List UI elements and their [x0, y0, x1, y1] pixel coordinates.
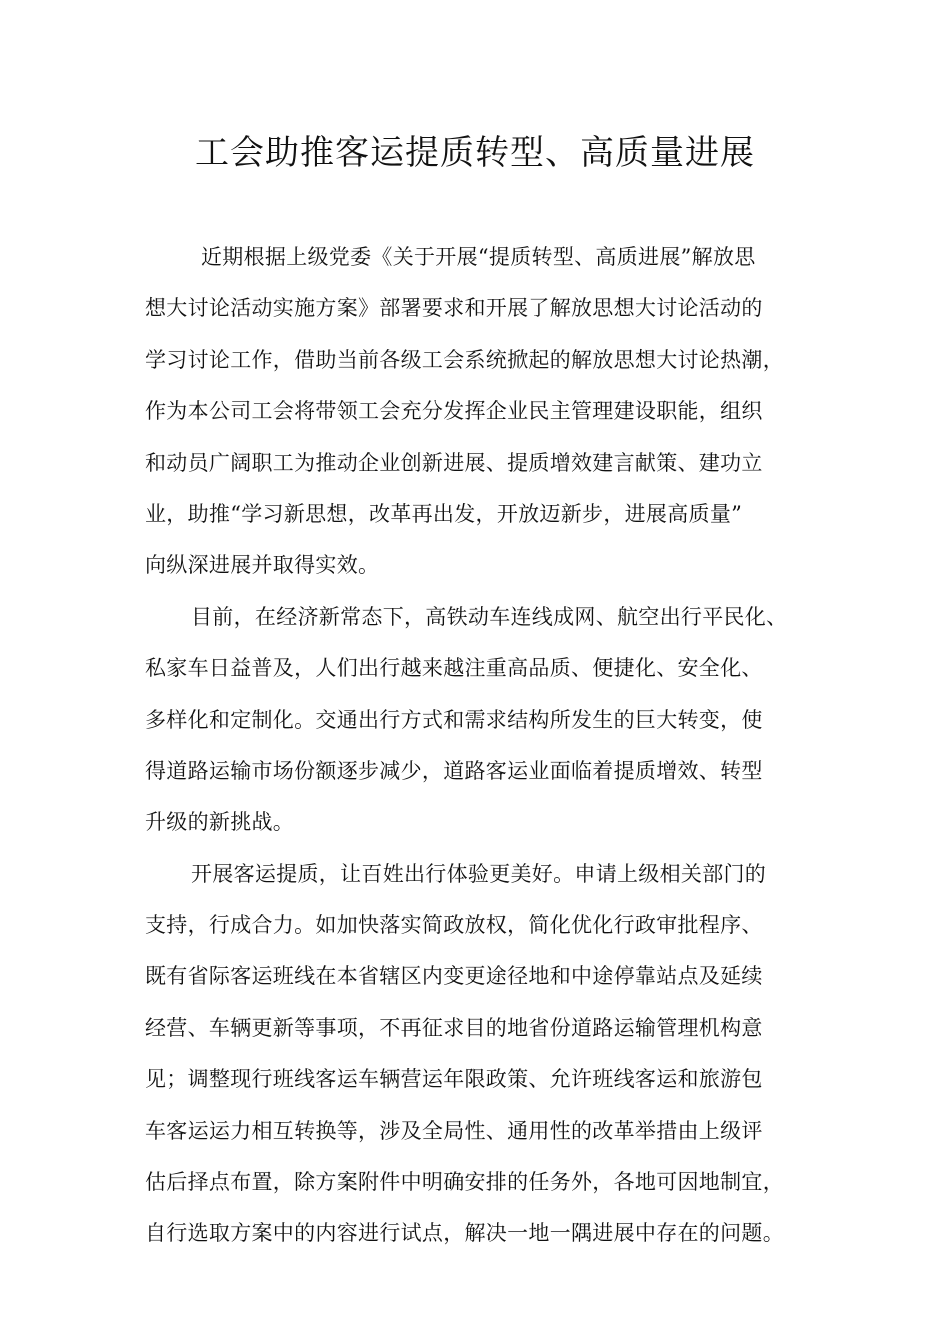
- paragraph-1: [145, 232, 835, 592]
- text-line: 近期根据上级党委《关于开展“提质转型、高质进展”解放思: [201, 245, 756, 269]
- text-line: 开展客运提质，让百姓出行体验更美好。申请上级相关部门的: [191, 861, 767, 886]
- text-line: 支持，行成合力。如加快落实简政放权，简化优化行政审批程序、: [145, 913, 763, 938]
- text-line: 经营、车辆更新等事项，不再征求目的地省份道路运输管理机构意: [145, 1015, 763, 1040]
- text-line: 向纵深进展并取得实效。: [145, 553, 380, 578]
- text-line: 既有省际客运班线在本省辖区内变更途径地和中途停靠站点及延续: [145, 964, 763, 989]
- text-line: 见；调整现行班线客运车辆营运年限政策、允许班线客运和旅游包: [145, 1067, 763, 1092]
- text-line: 学习讨论工作，借助当前各级工会系统掀起的解放思想大讨论热潮，: [145, 347, 784, 372]
- paragraph-3: [145, 849, 835, 1260]
- paragraph-2: [145, 592, 835, 849]
- text-line: 目前，在经济新常态下，高铁动车连线成网、航空出行平民化、: [191, 604, 788, 629]
- text-line: 得道路运输市场份额逐步减少，道路客运业面临着提质增效、转型: [145, 758, 763, 783]
- text-line: 私家车日益普及，人们出行越来越注重高品质、便捷化、安全化、: [145, 656, 763, 681]
- text-line: 升级的新挑战。: [145, 810, 295, 835]
- text-line: 车客运运力相互转换等，涉及全局性、通用性的改革举措由上级评: [145, 1118, 763, 1143]
- text-line: 多样化和定制化。交通出行方式和需求结构所发生的巨大转变，使: [145, 707, 763, 732]
- text-line: 和动员广阔职工为推动企业创新进展、提质增效建言献策、建功立: [145, 450, 763, 475]
- text-line: 作为本公司工会将带领工会充分发挥企业民主管理建设职能，组织: [145, 399, 763, 424]
- document-body: [145, 232, 835, 1260]
- document-title: 工会助推客运提质转型、高质量进展: [195, 133, 755, 173]
- text-line: 业，助推“学习新思想，改革再出发，开放迈新步，进展高质量”: [145, 501, 743, 526]
- text-line: 估后择点布置，除方案附件中明确安排的任务外，各地可因地制宜，: [145, 1170, 784, 1195]
- text-line: 想大讨论活动实施方案》部署要求和开展了解放思想大讨论活动的: [145, 296, 763, 321]
- text-line: 自行选取方案中的内容进行试点，解决一地一隅进展中存在的问题。: [145, 1221, 784, 1246]
